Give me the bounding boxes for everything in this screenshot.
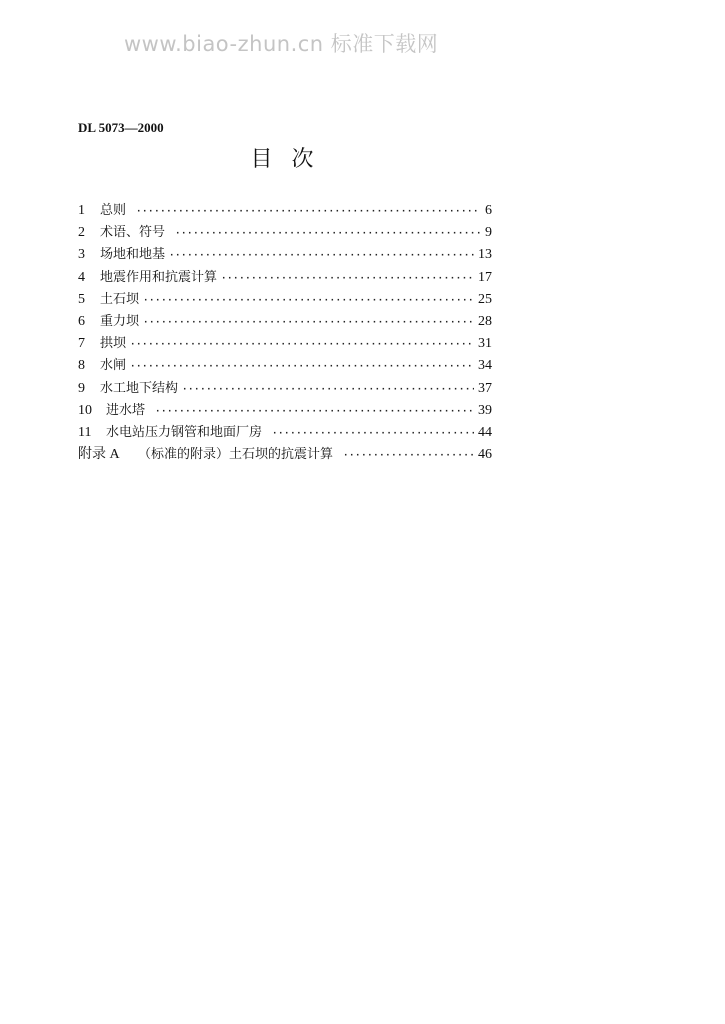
table-of-contents [78, 200, 492, 466]
toc-entry-number: 4 [78, 269, 85, 285]
toc-entry-page: 31 [478, 336, 492, 352]
toc-entry-number: 附录 A [78, 447, 120, 463]
toc-entry[interactable] [78, 400, 492, 422]
toc-entry-page: 17 [478, 269, 492, 285]
toc-dot-leader [143, 290, 474, 312]
toc-entry[interactable] [78, 444, 492, 466]
toc-entry-label: 水工地下结构 [100, 380, 179, 396]
toc-entry-page: 13 [478, 247, 492, 263]
toc-entry-number: 5 [78, 291, 85, 307]
toc-entry-page: 46 [478, 447, 492, 463]
toc-entry-page: 44 [478, 424, 492, 440]
toc-entry-label: 进水塔 [106, 402, 146, 418]
toc-entry-label: 总则 [100, 203, 127, 218]
toc-dot-leader [182, 379, 474, 401]
toc-entry-label: 场地和地基 [100, 247, 166, 263]
toc-title: 目 次 [250, 147, 320, 172]
toc-entry[interactable] [78, 244, 492, 266]
toc-entry-label: 拱坝 [100, 336, 127, 352]
toc-entry-label: 水闸 [100, 358, 127, 374]
toc-dot-leader [143, 312, 474, 334]
toc-entry-label: 水电站压力钢管和地面厂房 [106, 424, 263, 440]
toc-entry-page: 6 [485, 203, 492, 218]
toc-entry-page: 25 [478, 291, 492, 307]
toc-entry-label: 土石坝 [100, 291, 140, 307]
toc-entry-label: 地震作用和抗震计算 [100, 269, 218, 285]
toc-dot-leader [130, 334, 474, 356]
standard-code: DL 5073—2000 [78, 120, 164, 135]
toc-dot-leader [169, 245, 474, 267]
toc-entry-number: 2 [78, 225, 85, 241]
toc-entry[interactable] [78, 355, 492, 377]
toc-entry-number: 11 [78, 424, 92, 440]
toc-entry-number: 3 [78, 247, 85, 263]
toc-dot-leader [136, 201, 481, 223]
toc-entry-number: 6 [78, 313, 85, 329]
toc-entry-page: 34 [478, 358, 492, 374]
toc-entry[interactable] [78, 289, 492, 311]
toc-entry-page: 9 [485, 225, 492, 241]
watermark: www.biao-zhun.cn 标准下载网 [124, 32, 439, 56]
toc-entry-number: 1 [78, 203, 85, 218]
toc-dot-leader [155, 401, 474, 423]
toc-dot-leader [221, 268, 474, 290]
toc-entry-number: 8 [78, 358, 85, 374]
toc-entry[interactable] [78, 311, 492, 333]
toc-dot-leader [272, 423, 474, 445]
toc-dot-leader [130, 356, 474, 378]
toc-entry-number: 7 [78, 336, 85, 352]
toc-entry[interactable] [78, 222, 492, 244]
toc-dot-leader [175, 223, 481, 245]
toc-entry-page: 28 [478, 313, 492, 329]
toc-entry[interactable] [78, 267, 492, 289]
toc-entry-page: 39 [478, 402, 492, 418]
toc-entry[interactable] [78, 422, 492, 444]
toc-entry-number: 10 [78, 402, 92, 418]
toc-entry[interactable] [78, 333, 492, 355]
toc-entry[interactable] [78, 378, 492, 400]
toc-entry-label: 术语、符号 [100, 225, 166, 241]
toc-dot-leader [343, 445, 474, 467]
toc-entry[interactable] [78, 200, 492, 222]
toc-entry-label: （标准的附录）土石坝的抗震计算 [138, 447, 334, 463]
toc-entry-label: 重力坝 [100, 313, 140, 329]
toc-entry-number: 9 [78, 380, 85, 396]
toc-entry-page: 37 [478, 380, 492, 396]
